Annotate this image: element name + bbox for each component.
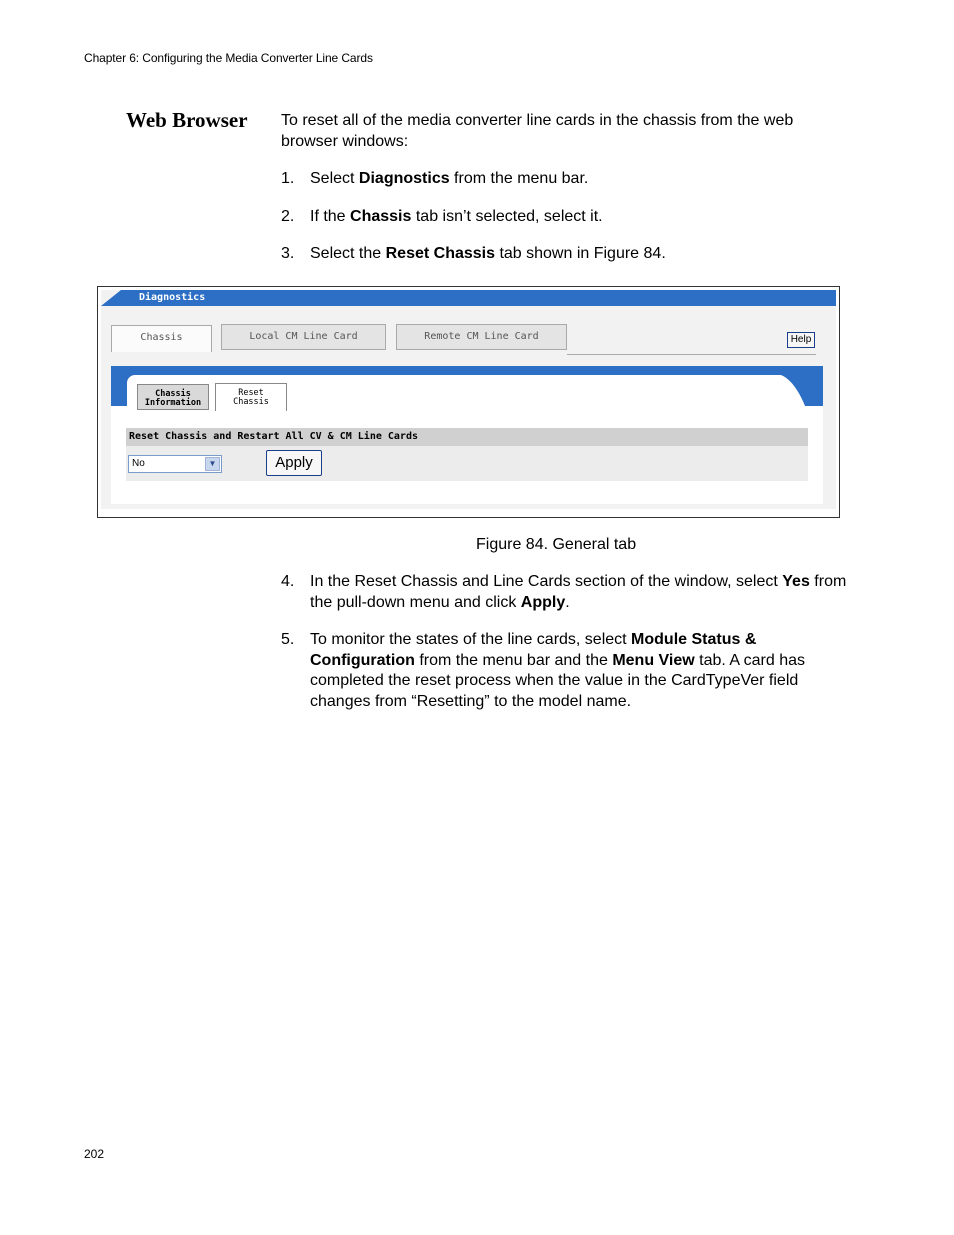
step-3 — [281, 244, 851, 265]
step-bold: Reset Chassis — [385, 245, 495, 262]
step-number: 2. — [281, 208, 295, 225]
running-header: Chapter 6: Configuring the Media Converter Line Cards — [84, 51, 373, 65]
page-number: 202 — [84, 1147, 105, 1161]
diagnostics-window — [101, 290, 836, 509]
subtab-reset-chassis[interactable] — [215, 383, 287, 411]
step-number: 5. — [281, 631, 295, 648]
tab-divider — [567, 354, 816, 355]
step-text: To monitor the states of the line cards, select — [310, 631, 632, 648]
step-text: from the menu bar. — [449, 170, 589, 187]
reset-form-row — [126, 446, 808, 481]
tab-chassis[interactable]: Chassis — [111, 325, 212, 352]
step-text: from the pull-down menu and click — [310, 573, 847, 611]
figure-caption: Figure 84. General tab — [476, 536, 637, 553]
step-text: from the menu bar and the — [414, 651, 613, 669]
step-5 — [281, 630, 851, 712]
step-text: If the — [310, 208, 351, 225]
tab-local-cm-line-card[interactable]: Local CM Line Card — [221, 324, 386, 350]
step-text: Select the — [310, 245, 386, 262]
step-bold: Menu View — [612, 651, 695, 669]
subtab-label: Chassis — [155, 389, 191, 399]
reset-select[interactable] — [128, 455, 222, 473]
step-text: In the Reset Chassis and Line Cards section of the window, select — [310, 573, 783, 590]
panel-swoosh — [763, 366, 823, 406]
step-number: 1. — [281, 170, 295, 187]
step-text: tab. A card has completed the reset process when the value in the CardTypeVer field changes from “Resetting” to the model name. — [310, 651, 806, 710]
help-button[interactable]: Help — [787, 332, 815, 348]
window-title: Diagnostics — [139, 292, 206, 303]
step-bold: Apply — [520, 593, 566, 611]
select-value: No — [132, 458, 145, 469]
step-number: 4. — [281, 573, 295, 590]
section-heading: Web Browser — [126, 108, 248, 132]
step-text: . — [565, 593, 570, 611]
step-1 — [281, 169, 851, 190]
chevron-down-icon[interactable]: ▼ — [205, 457, 220, 471]
step-bold: Module Status & Configuration — [310, 631, 757, 669]
title-bar — [101, 290, 836, 306]
step-text: tab isn’t selected, select it. — [411, 208, 603, 225]
apply-button[interactable]: Apply — [266, 450, 322, 476]
step-text: tab shown in Figure 84. — [495, 245, 666, 262]
step-bold: Chassis — [350, 208, 412, 225]
step-number: 3. — [281, 245, 295, 262]
step-text: Select — [310, 170, 359, 187]
tab-remote-cm-line-card[interactable]: Remote CM Line Card — [396, 324, 567, 350]
step-bold: Yes — [782, 573, 810, 590]
subtab-chassis-information[interactable] — [137, 384, 209, 410]
figure-screenshot — [97, 286, 840, 518]
step-bold: Diagnostics — [358, 170, 450, 187]
subtab-label: Chassis — [233, 397, 269, 407]
reset-section-title: Reset Chassis and Restart All CV & CM Line Cards — [126, 428, 808, 446]
step-4 — [281, 572, 851, 613]
subtab-label: Information — [144, 398, 202, 408]
subtab-label: Reset — [238, 388, 264, 398]
intro-paragraph: To reset all of the media converter line cards in the chassis from the web browser windows: — [281, 112, 794, 150]
step-2 — [281, 207, 851, 228]
